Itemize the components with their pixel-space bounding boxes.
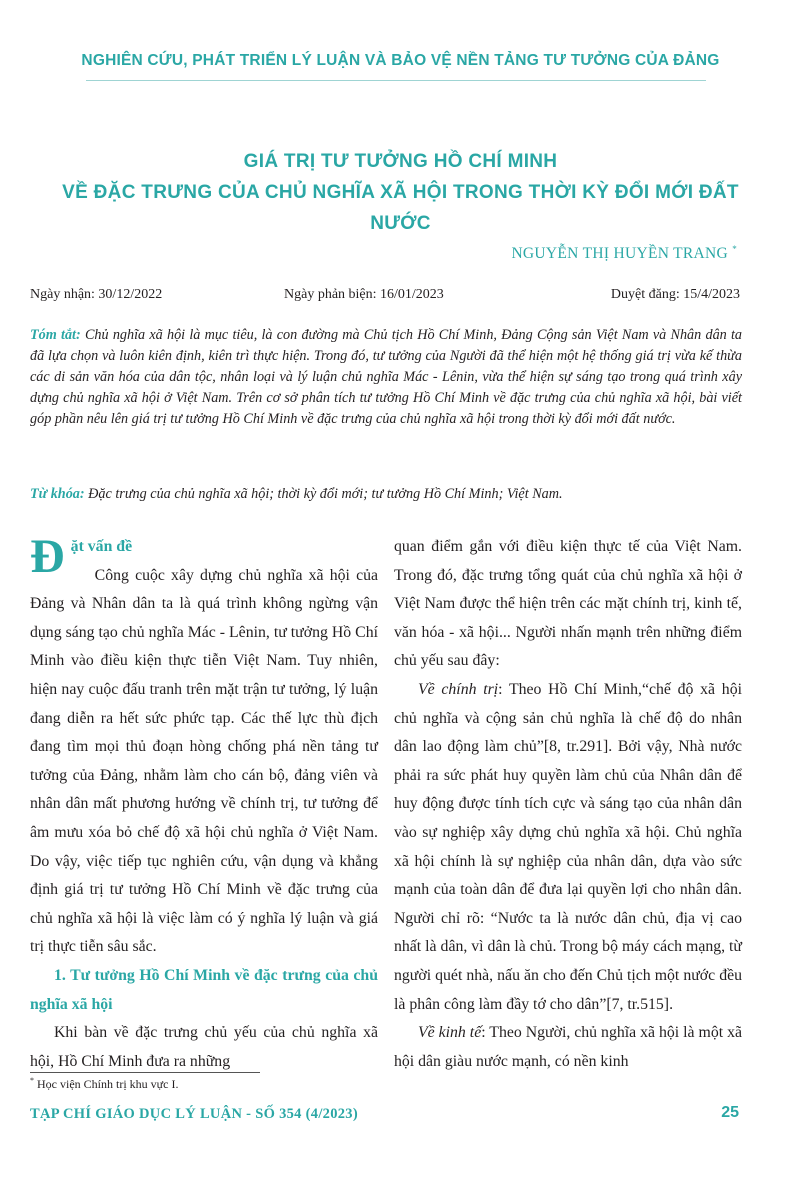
- title-line-2: VỀ ĐẶC TRƯNG CỦA CHỦ NGHĨA XÃ HỘI TRONG THỜI KỲ ĐỔI MỚI ĐẤT NƯỚC: [62, 182, 739, 234]
- footnote-divider: [30, 1072, 260, 1073]
- article-title: [60, 146, 741, 239]
- economy-text: : Theo Người, chủ nghĩa xã hội là một xã hội dân giàu nước mạnh, có nền kinh: [394, 1024, 742, 1070]
- section-1-paragraph-start: Khi bàn về đặc trưng chủ yếu của chủ nghĩa xã hội, Hồ Chí Minh đưa ra những: [30, 1024, 378, 1070]
- author-footnote-mark: *: [732, 244, 737, 254]
- abstract-label: Tóm tắt:: [30, 327, 81, 343]
- intro-heading-text: ặt vấn đề: [70, 538, 133, 555]
- body-column-left: [30, 530, 378, 1076]
- politics-label: Về chính trị: [418, 680, 499, 698]
- journal-footer: TẠP CHÍ GIÁO DỤC LÝ LUẬN - SỐ 354 (4/2023): [30, 1106, 358, 1122]
- date-reviewed: Ngày phản biện: 16/01/2023: [284, 287, 444, 302]
- drop-cap: Đ: [30, 530, 65, 583]
- keywords: [30, 484, 742, 505]
- keywords-label: Từ khóa:: [30, 486, 85, 502]
- header-divider: [86, 80, 706, 81]
- footnote-mark: *: [30, 1076, 34, 1085]
- economy-label: Về kinh tế: [418, 1024, 482, 1042]
- body-column-right: [394, 533, 742, 1076]
- keywords-text: Đặc trưng của chủ nghĩa xã hội; thời kỳ đổi mới; tư tưởng Hồ Chí Minh; Việt Nam.: [84, 486, 563, 502]
- date-received: Ngày nhận: 30/12/2022: [30, 287, 163, 302]
- footnote-text: Học viện Chính trị khu vực I.: [34, 1077, 179, 1091]
- page-number: 25: [721, 1104, 739, 1121]
- author-text: NGUYỄN THỊ HUYỀN TRANG: [511, 245, 728, 263]
- intro-paragraph: Công cuộc xây dựng chủ nghĩa xã hội của Đảng và Nhân dân ta là quá trình không ngừng vận dụng sáng tạo chủ nghĩa Mác - Lênin, tư tưởng Hồ Chí Minh vào điều kiện thực tiễn Việt Nam. Tuy nhiên, hiện nay cuộc đấu tranh trên mặt trận tư tưởng, lý luận đang diễn ra hết sức phức tạp. Các thế lực thù địch đang tìm mọi thủ đoạn hòng chống phá nền tảng tư tưởng của Đảng, nhằm làm cho cán bộ, đảng viên và nhân dân mất phương hướng về chính trị, tư tưởng để âm mưu xóa bỏ chế độ xã hội chủ nghĩa ở Việt Nam. Do vậy, việc tiếp tục nghiên cứu, vận dụng và khẳng định giá trị tư tưởng Hồ Chí Minh về đặc trưng của chủ nghĩa xã hội là việc làm có ý nghĩa lý luận và giá trị thực tiễn sâu sắc.: [30, 566, 378, 956]
- abstract: [30, 325, 742, 430]
- intro-heading: [30, 530, 378, 583]
- economy-paragraph: [394, 1019, 742, 1076]
- author-name: [511, 244, 737, 263]
- abstract-text: Chủ nghĩa xã hội là mục tiêu, là con đường mà Chủ tịch Hồ Chí Minh, Đảng Cộng sản Việt Nam và Nhân dân ta đã lựa chọn và luôn kiên định, kiên trì thực hiện. Trong đó, tư tưởng của Người đã thể hiện một hệ thống giá trị vừa kế thừa các di sản văn hóa của dân tộc, nhân loại và lý luận chủ nghĩa Mác - Lênin, vừa thể hiện sự sáng tạo trong quá trình xây dựng chủ nghĩa xã hội ở Việt Nam. Trên cơ sở phân tích tư tưởng Hồ Chí Minh về đặc trưng của chủ nghĩa xã hội, bài viết góp phần nêu lên giá trị tư tưởng Hồ Chí Minh về đặc trưng của chủ nghĩa xã hội trong thời kỳ đổi mới đất nước.: [30, 327, 743, 427]
- article-dates: [30, 287, 740, 307]
- politics-paragraph: [394, 676, 742, 1019]
- running-header: [0, 44, 801, 78]
- section-1-paragraph-cont: quan điểm gắn với điều kiện thực tế của Việt Nam. Trong đó, đặc trưng tổng quát của chủ nghĩa xã hội ở Việt Nam được thể hiện trên các mặt chính trị, kinh tế, văn hóa - xã hội... Người nhấn mạnh trên những điểm chủ yếu sau đây:: [394, 538, 742, 670]
- date-approved: Duyệt đăng: 15/4/2023: [610, 287, 740, 302]
- running-header-text: NGHIÊN CỨU, PHÁT TRIỂN LÝ LUẬN VÀ BẢO VỆ NỀN TẢNG TƯ TƯỞNG CỦA ĐẢNG: [81, 52, 720, 69]
- politics-text: : Theo Hồ Chí Minh,“chế độ xã hội chủ nghĩa và cộng sản chủ nghĩa là chế độ do nhân dân lao động làm chủ”[8, tr.291]. Bởi vậy, Nhà nước phải ra sức phát huy quyền làm chủ của Nhân dân để huy động được tính tích cực và sáng tạo của nhân dân vào sự nghiệp xây dựng chủ nghĩa xã hội. Chủ nghĩa xã hội chính là sự nghiệp của nhân dân, dựa vào sức mạnh của toàn dân để đưa lại quyền lợi cho nhân dân. Người chỉ rõ: “Nước ta là nước dân chủ, địa vị cao nhất là dân, vì dân là chủ. Trong bộ máy cách mạng, từ người quét nhà, nấu ăn cho đến Chủ tịch một nước đều là phân công làm đầy tớ cho dân”[7, tr.515].: [394, 680, 742, 1013]
- title-line-1: GIÁ TRỊ TƯ TƯỞNG HỒ CHÍ MINH: [243, 151, 558, 172]
- footnote: [30, 1076, 178, 1092]
- section-1-heading: 1. Tư tưởng Hồ Chí Minh về đặc trưng của chủ nghĩa xã hội: [30, 966, 378, 1013]
